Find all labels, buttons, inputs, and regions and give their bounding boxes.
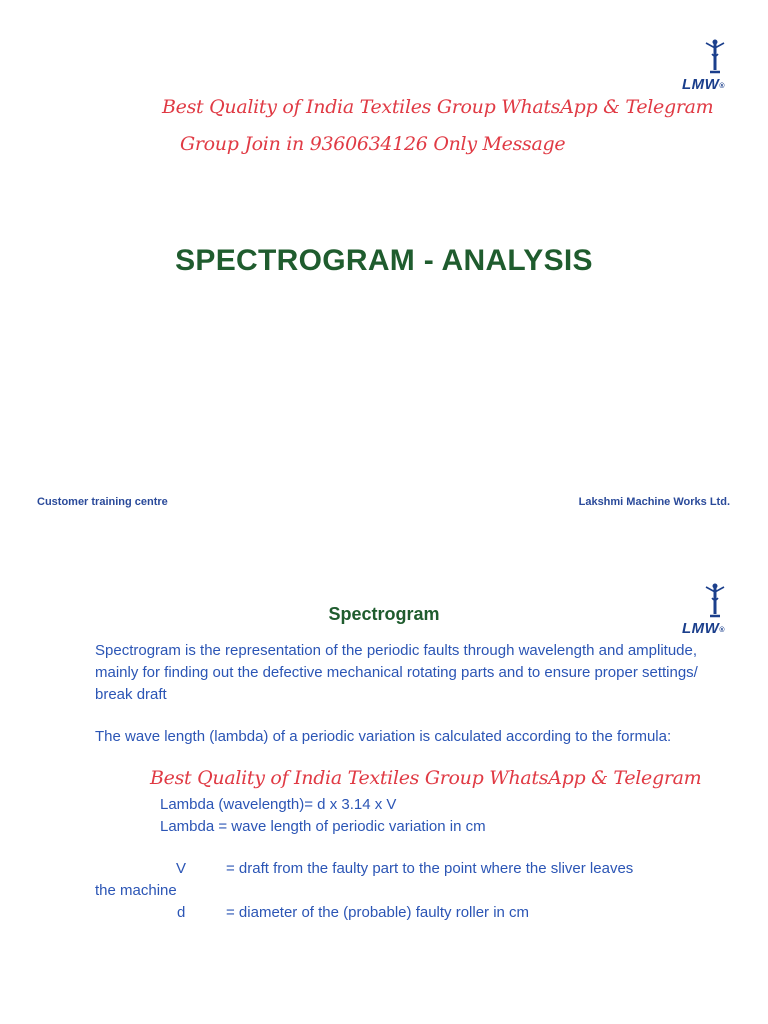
promo-line-2: Group Join in 9360634126 Only Message xyxy=(180,133,566,155)
slide-spectrogram xyxy=(0,560,768,1024)
v-definition: = draft from the faulty part to the point where the sliver leaves xyxy=(226,860,634,877)
logo-brand: LMW xyxy=(682,76,720,93)
logo-mark: ® xyxy=(719,627,725,634)
formula-intro-paragraph: The wave length (lambda) of a periodic variation is calculated according to the formula: xyxy=(95,728,672,745)
promo-line-1: Best Quality of India Textiles Group WhatsApp & Telegram xyxy=(162,96,714,118)
footer-left: Customer training centre xyxy=(37,496,168,508)
lambda-definition: Lambda = wave length of periodic variation in cm xyxy=(160,818,486,835)
v-definition-cont: the machine xyxy=(95,882,177,899)
d-definition: = diameter of the (probable) faulty roller in cm xyxy=(226,904,530,921)
logo-mark: ® xyxy=(719,83,725,90)
logo-brand: LMW xyxy=(682,620,720,637)
definition-paragraph: Spectrogram is the representation of the periodic faults through wavelength and amplitude, mainly for finding out the defective mechanical rotating parts and to ensure proper settings/ break draft xyxy=(95,642,698,703)
page-title: SPECTROGRAM - ANALYSIS xyxy=(175,244,593,277)
promo-line-3: Best Quality of India Textiles Group WhatsApp & Telegram xyxy=(150,767,702,789)
formula-line: Lambda (wavelength)= d x 3.14 x V xyxy=(160,796,397,813)
section-title: Spectrogram xyxy=(328,604,440,624)
d-symbol: d xyxy=(177,904,186,921)
v-symbol: V xyxy=(176,860,187,877)
footer-right: Lakshmi Machine Works Ltd. xyxy=(578,496,730,508)
lmw-figure-icon xyxy=(700,38,730,78)
